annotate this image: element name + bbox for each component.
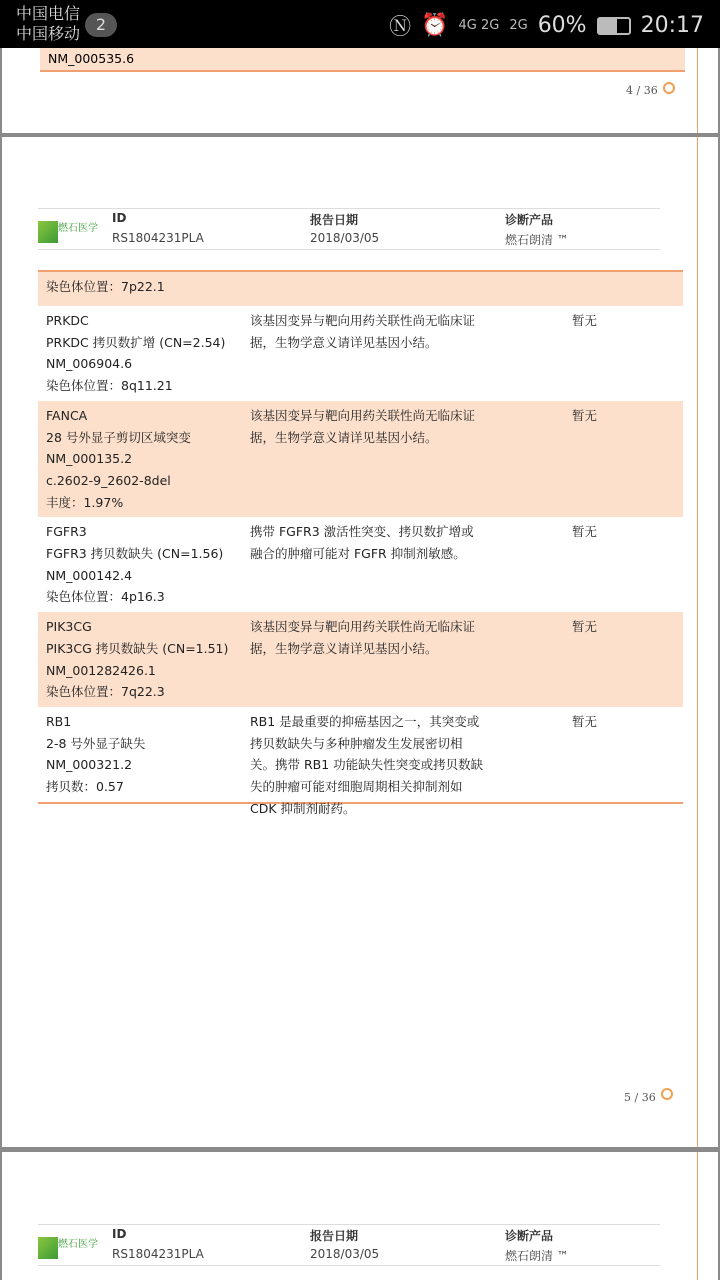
description-cell [250,310,490,353]
variant-cell-line: FANCA [46,407,88,423]
status-bar [0,0,720,48]
report-header [38,208,660,250]
table-row [38,272,683,306]
description-cell-line: RB1 是最重要的抑癌基因之一，其突变或 [250,713,480,729]
signal-icon: 4G 2G [458,18,500,33]
variant-cell [46,711,246,798]
variant-cell [46,405,246,514]
variant-cell [46,616,246,703]
variant-cell [46,310,246,397]
burning-rock-logo: 燃石医学 [38,1229,98,1263]
report-header-next [38,1224,660,1266]
description-cell [250,405,490,448]
variant-cell-line: NM_006904.6 [46,356,133,372]
id-label: ID [112,1227,127,1241]
carrier-info [16,4,80,44]
variant-cell-line: NM_000142.4 [46,567,133,583]
drug-cell: 暂无 [572,713,598,729]
variant-cell-line: 染色体位置：7q22.3 [46,684,165,700]
notification-count: 2 [85,13,117,37]
variant-cell-line: 2-8 号外显子缺失 [46,735,146,751]
page-number: 5 / 36 [624,1091,656,1104]
description-cell-line: 融合的肿瘤可能对 FGFR 抑制剂敏感。 [250,546,466,562]
variant-cell-line: FGFR3 拷贝数缺失 (CN=1.56) [46,546,224,562]
description-cell-line: 据，生物学意义请详见基因小结。 [250,640,438,656]
description-cell-line: 携带 FGFR3 激活性突变、拷贝数扩增或 [250,524,474,540]
id-value: RS1804231PLA [112,1247,204,1261]
variant-cell [46,276,246,298]
table-row [38,306,683,401]
date-label: 报告日期 [310,213,359,227]
battery-percent: 60% [537,13,587,38]
variant-cell-line: c.2602-9_2602-8del [46,472,171,488]
variant-cell-line: 染色体位置：8q11.21 [46,378,173,394]
description-cell-line: CDK 抑制剂耐药。 [250,800,356,816]
description-cell [250,711,490,820]
description-cell [250,521,490,564]
variant-cell-line: PRKDC 拷贝数扩增 (CN=2.54) [46,334,226,350]
variant-cell-line: PIK3CG [46,619,92,635]
variant-cell-line: NM_000135.2 [46,451,133,467]
variant-cell-line: 丰度：1.97% [46,494,124,510]
variant-cell-line: FGFR3 [46,524,87,540]
drug-cell: 暂无 [572,524,598,540]
variant-cell [46,521,246,608]
id-value: RS1804231PLA [112,231,204,245]
signal-2g-icon: 2G [509,18,528,33]
description-cell [250,616,490,659]
description-cell-line: 该基因变异与靶向用药关联性尚无临床证 [250,619,476,635]
variant-table [38,270,683,816]
product-value: 燃石朗清 ™ [505,233,569,247]
description-cell-line: 失的肿瘤可能对细胞周期相关抑制剂如 [250,779,463,795]
description-cell-line: 据，生物学意义请详见基因小结。 [250,429,438,445]
burning-rock-logo: 燃石医学 [38,213,98,247]
variant-cell-line: 28 号外显子剪切区域突变 [46,429,191,445]
variant-cell-line: NM_000321.2 [46,757,133,773]
product-label: 诊断产品 [505,1229,554,1243]
description-cell-line: 该基因变异与靶向用药关联性尚无临床证 [250,313,476,328]
page-ring-icon [663,82,675,94]
product-value: 燃石朗清 ™ [505,1249,569,1263]
description-cell-line: 关。携带 RB1 功能缺失性突变或拷贝数缺 [250,757,484,773]
date-value: 2018/03/05 [310,231,380,245]
table-row [38,517,683,612]
date-label: 报告日期 [310,1229,359,1243]
table-row [38,401,683,518]
variant-cell-line: RB1 [46,713,72,729]
variant-cell-line: PIK3CG 拷贝数缺失 (CN=1.51) [46,640,229,656]
nfc-icon: Ⓝ [389,15,412,40]
battery-icon [597,17,631,35]
carrier-2: 中国移动 [16,24,81,43]
description-cell-line: 该基因变异与靶向用药关联性尚无临床证 [250,407,476,423]
cut-row: NM_000535.6 [40,48,685,72]
product-label: 诊断产品 [505,213,554,227]
table-row [38,612,683,707]
variant-cell-line: 染色体位置：4p16.3 [46,589,165,605]
description-cell-line: 据，生物学意义请详见基因小结。 [250,334,438,350]
alarm-icon: ⏰ [421,13,449,38]
date-value: 2018/03/05 [310,1247,380,1261]
drug-cell: 暂无 [572,619,598,635]
drug-cell: 暂无 [572,313,598,328]
variant-cell-line: NM_001282426.1 [46,662,156,678]
carrier-1: 中国电信 [16,4,81,23]
variant-cell-line: PRKDC [46,313,89,328]
id-label: ID [112,211,127,225]
page-number: 4 / 36 [626,84,658,97]
description-cell-line: 拷贝数缺失与多种肿瘤发生发展密切相 [250,735,463,751]
drug-cell: 暂无 [572,407,598,423]
table-row [38,707,683,816]
variant-cell-line: 染色体位置：7p22.1 [46,279,165,294]
page-ring-icon [661,1088,673,1100]
variant-cell-line: 拷贝数：0.57 [46,779,124,795]
clock: 20:17 [640,13,704,38]
